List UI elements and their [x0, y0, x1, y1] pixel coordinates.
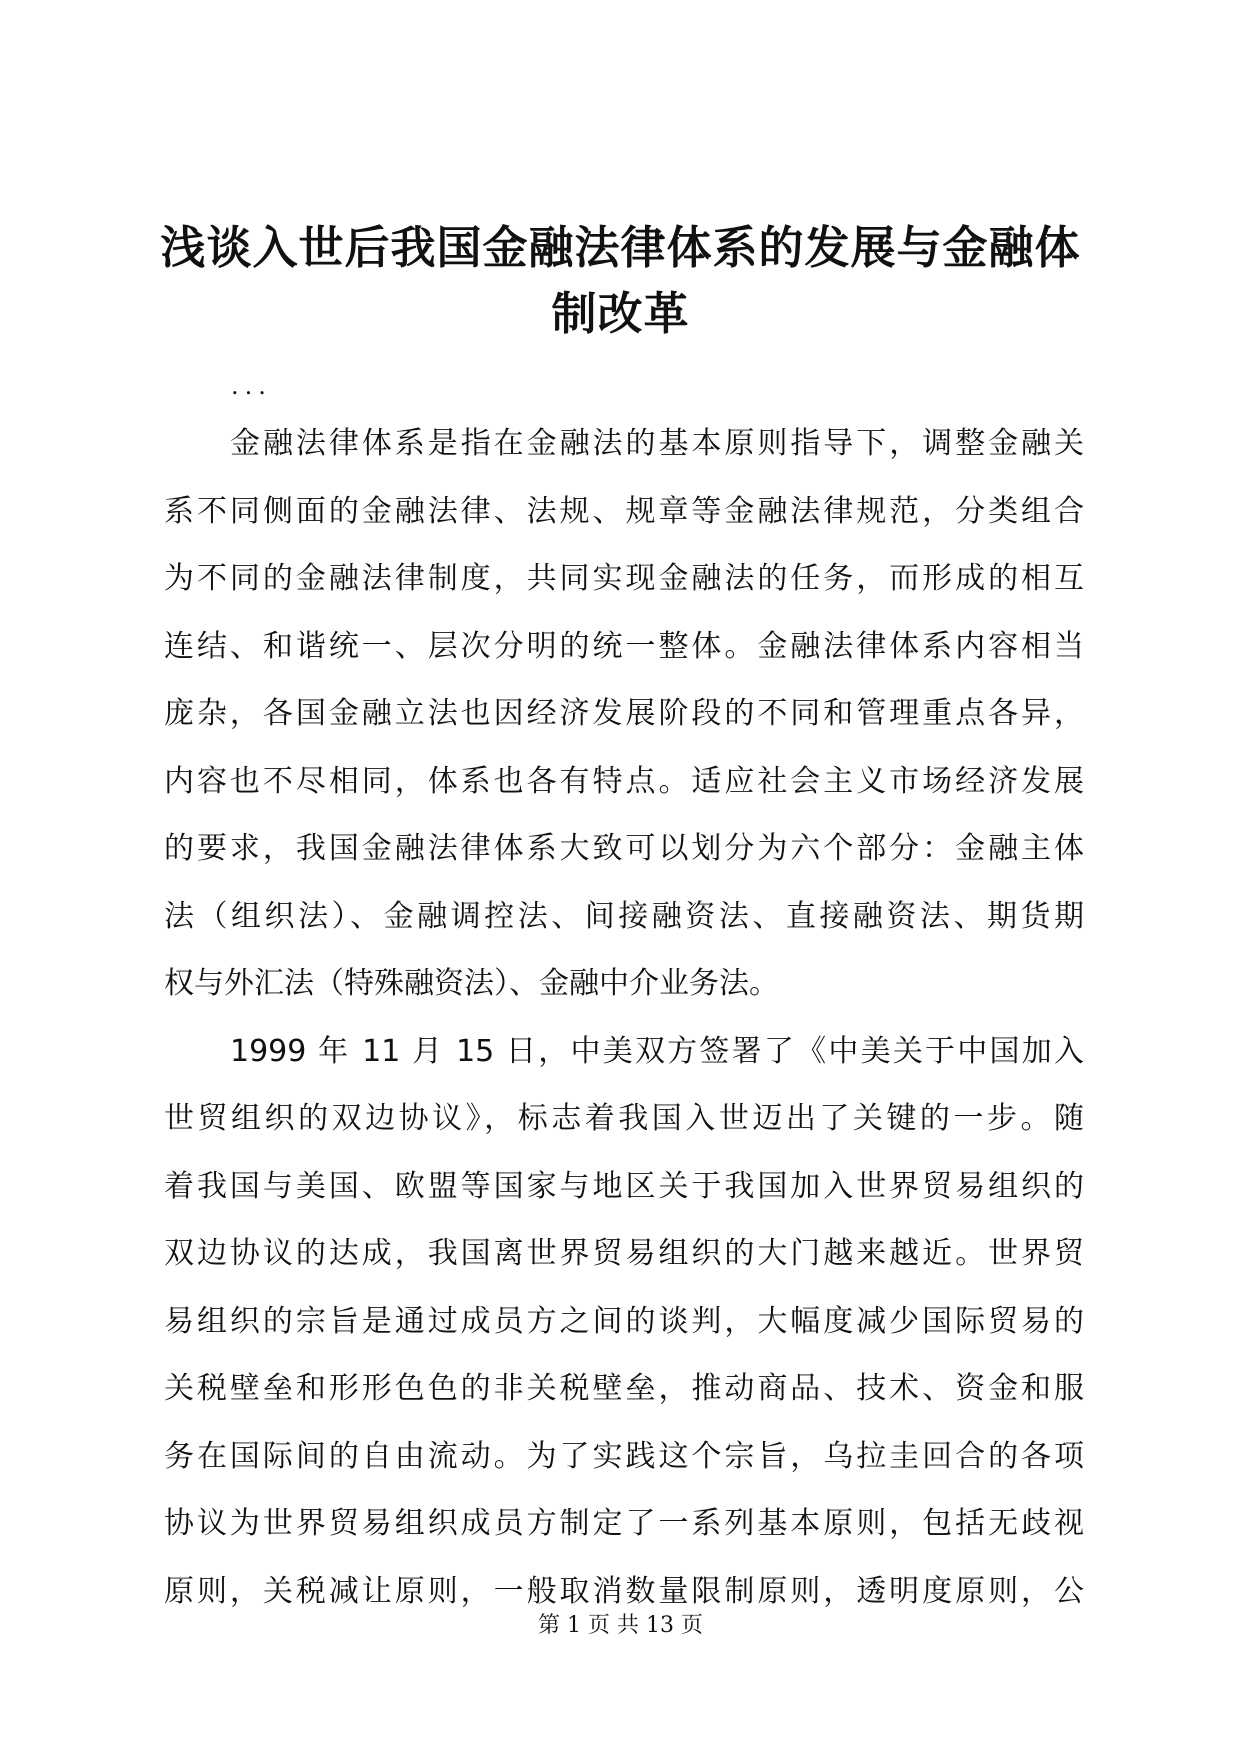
body-line: 世贸组织的双边协议》，标志着我国入世迈出了关键的一步。随 — [164, 1101, 1084, 1136]
body-line: 着我国与美国、欧盟等国家与地区关于我国加入世界贸易组织的 — [164, 1168, 1084, 1204]
body-line: 的要求，我国金融法律体系大致可以划分为六个部分：金融主体 — [164, 831, 1084, 866]
document-body — [164, 410, 1084, 1625]
body-line: 1999 年 11 月 15 日，中美双方签署了《中美关于中国加入 — [230, 1033, 1084, 1069]
body-line: 金融法律体系是指在金融法的基本原则指导下，调整金融关 — [230, 426, 1084, 461]
body-line: 系不同侧面的金融法律、法规、规章等金融法律规范，分类组合 — [164, 493, 1084, 529]
body-line: 关税壁垒和形形色色的非关税壁垒，推动商品、技术、资金和服 — [164, 1371, 1084, 1406]
body-line: 连结、和谐统一、层次分明的统一整体。金融法律体系内容相当 — [164, 628, 1084, 664]
body-line: 法（组织法）、金融调控法、间接融资法、直接融资法、期货期 — [164, 898, 1084, 934]
body-line: 内容也不尽相同，体系也各有特点。适应社会主义市场经济发展 — [164, 763, 1084, 799]
body-line: 易组织的宗旨是通过成员方之间的谈判，大幅度减少国际贸易的 — [164, 1303, 1084, 1339]
body-line: 权与外汇法（特殊融资法）、金融中介业务法。 — [164, 966, 779, 1001]
body-line: 为不同的金融法律制度，共同实现金融法的任务，而形成的相互 — [164, 561, 1084, 596]
body-line: 庞杂，各国金融立法也因经济发展阶段的不同和管理重点各异， — [164, 696, 1084, 731]
document-title — [120, 215, 1121, 347]
body-line: 务在国际间的自由流动。为了实践这个宗旨，乌拉圭回合的各项 — [164, 1438, 1084, 1474]
ellipsis-marker: ... — [231, 372, 272, 400]
title-line-2: 制改革 — [551, 287, 690, 340]
title-line-1: 浅谈入世后我国金融法律体系的发展与金融体 — [160, 221, 1081, 274]
page-footer: 第 1 页 共 13 页 — [538, 1613, 703, 1638]
body-line: 原则，关税减让原则，一般取消数量限制原则，透明度原则，公 — [164, 1573, 1084, 1609]
body-line: 双边协议的达成，我国离世界贸易组织的大门越来越近。世界贸 — [164, 1236, 1084, 1271]
body-line: 协议为世界贸易组织成员方制定了一系列基本原则，包括无歧视 — [164, 1506, 1084, 1541]
